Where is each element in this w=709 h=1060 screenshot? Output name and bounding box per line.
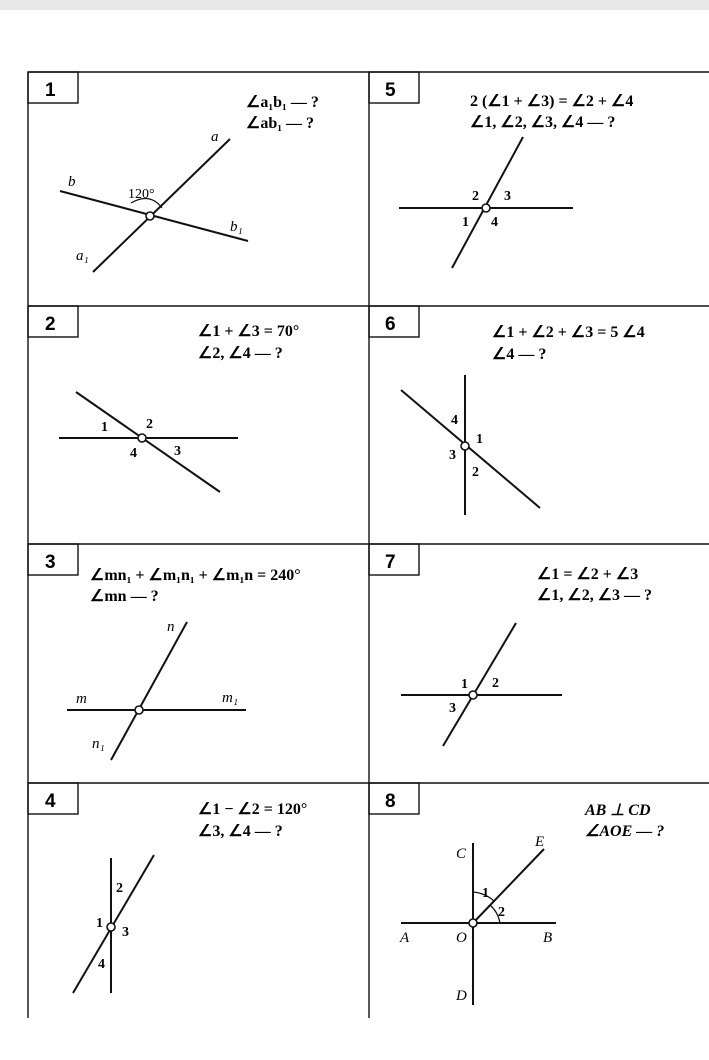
line-label-m: m [76,691,87,707]
problem-number: 5 [385,80,396,101]
angle-label-4: 4 [491,215,498,230]
condition-line: ∠3, ∠4 — ? [198,823,283,840]
angle-label-3: 3 [504,189,511,204]
problem-2 [28,306,299,492]
angle-label-4: 4 [130,446,137,461]
condition-line: ∠a₁b₁ — ? [246,94,319,111]
angle-label-3: 3 [122,925,129,940]
problem-number: 6 [385,314,396,335]
point-label-E: E [535,834,545,850]
line-label-a1: a₁ [76,248,89,264]
angle-label-1: 1 [461,677,468,692]
line-label-n1: n₁ [92,736,105,752]
problem-5 [369,72,633,268]
angle-label-1: 1 [96,916,103,931]
condition-line: ∠4 — ? [492,346,547,363]
angle-label-1: 1 [476,432,483,447]
angle-label-2: 2 [146,417,153,432]
problem-number: 3 [45,552,56,573]
point-label-D: D [456,988,467,1004]
point-label-C: C [456,846,467,862]
angle-label-3: 3 [174,444,181,459]
point-label-A: A [400,930,410,946]
angle-label-2: 2 [472,189,479,204]
condition-line: 2 (∠1 + ∠3) = ∠2 + ∠4 [470,93,634,110]
problem-6 [369,306,645,515]
line-label-a: a [211,129,219,145]
condition-line: ∠1 = ∠2 + ∠3 [537,566,639,583]
condition-line: ∠ab₁ — ? [246,115,315,132]
condition-line: ∠1 + ∠3 = 70° [198,323,300,340]
angle-label-2: 2 [492,676,499,691]
problem-number: 4 [45,791,56,812]
angle-label-2: 2 [116,881,123,896]
problem-1 [28,72,319,272]
condition-line: ∠2, ∠4 — ? [198,345,283,362]
problem-number: 1 [45,80,56,101]
angle-label-3: 3 [449,448,456,463]
angle-label-4: 4 [451,413,458,428]
condition-line: ∠1, ∠2, ∠3, ∠4 — ? [470,114,616,131]
condition-line: ∠1 + ∠2 + ∠3 = 5 ∠4 [492,324,645,341]
line-label-b: b [68,174,76,190]
problem-number: 7 [385,552,396,573]
angle-label-120: 120° [128,187,155,202]
condition-line: ∠mn — ? [90,588,159,605]
line-label-b1: b₁ [230,219,243,235]
condition-line: ∠AOE — ? [585,823,665,840]
problem-number: 8 [385,791,396,812]
angle-label-4: 4 [98,957,105,972]
condition-line: AB ⊥ CD [585,802,651,819]
angle-label-3: 3 [449,701,456,716]
angle-label-1: 1 [482,886,489,901]
angle-label-2: 2 [472,465,479,480]
angle-label-1: 1 [462,215,469,230]
condition-line: ∠1 − ∠2 = 120° [198,801,308,818]
condition-line: ∠mn₁ + ∠m₁n₁ + ∠m₁n = 240° [90,567,301,584]
angle-label-2: 2 [498,905,505,920]
line-label-m1: m₁ [222,690,239,706]
point-label-O: O [456,930,467,946]
problem-7 [369,544,652,746]
condition-line: ∠1, ∠2, ∠3 — ? [537,587,653,604]
problem-8 [369,783,664,1005]
problem-4 [28,783,307,993]
problem-number: 2 [45,314,56,335]
problem-3 [28,544,301,760]
point-label-B: B [543,930,553,946]
angle-label-1: 1 [101,420,108,435]
line-label-n: n [167,619,175,635]
